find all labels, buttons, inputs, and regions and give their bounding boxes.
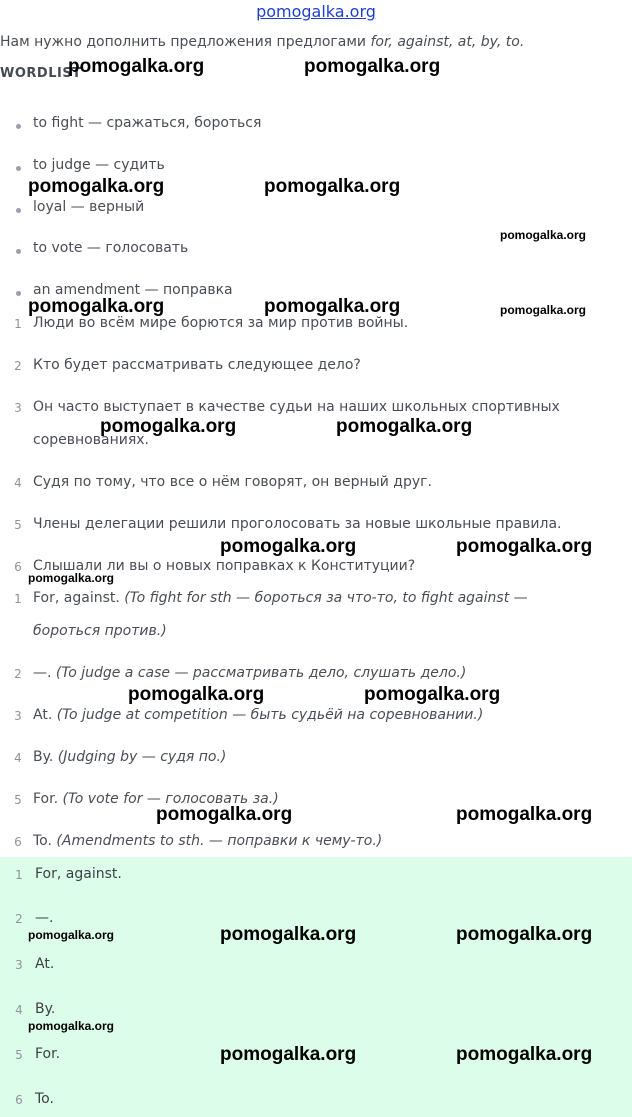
watermark: pomogalka.org [128, 684, 265, 705]
explanation-text-continued [33, 623, 167, 639]
wordlist-item: to fight — сражаться, бороться [33, 115, 262, 131]
question-text: Слышали ли вы о новых поправках к Конституции? [33, 558, 416, 574]
bullet-icon [16, 124, 21, 129]
watermark: pomogalka.org [220, 924, 357, 945]
question-text: Люди во всём мире борются за мир против войны. [33, 315, 409, 331]
watermark: pomogalka.org [500, 303, 587, 317]
watermark: pomogalka.org [156, 804, 293, 825]
question-text: Члены делегации решили проголосовать за новые школьные правила. [33, 516, 562, 532]
watermark: pomogalka.org [28, 296, 165, 317]
final-answer: To. [35, 1091, 54, 1107]
watermark: pomogalka.org [28, 928, 115, 942]
bullet-icon [16, 249, 21, 254]
explanation-text [33, 665, 466, 681]
watermark: pomogalka.org [304, 56, 441, 77]
explanation-answer: To. [33, 833, 52, 849]
explanation-number: 6 [14, 835, 22, 849]
explanation-answer: —. [33, 665, 52, 681]
watermark: pomogalka.org [220, 536, 357, 557]
question-number: 3 [14, 401, 22, 415]
answers-panel [0, 857, 632, 1117]
bullet-icon [16, 291, 21, 296]
wordlist-item: loyal — верный [33, 199, 145, 215]
bullet-icon [16, 208, 21, 213]
answer-number: 5 [15, 1048, 23, 1062]
watermark: pomogalka.org [456, 536, 593, 557]
explanation-number: 2 [14, 667, 22, 681]
watermark: pomogalka.org [28, 176, 165, 197]
intro-prefix: Нам нужно дополнить предложения предлогами [0, 34, 371, 50]
explanation-note: бороться против.) [33, 623, 167, 639]
question-text: Судя по тому, что все о нём говорят, он верный друг. [33, 474, 432, 490]
final-answer: For. [35, 1046, 61, 1062]
wordlist-item: an amendment — поправка [33, 282, 233, 298]
question-number: 1 [14, 317, 22, 331]
question-number: 4 [14, 476, 22, 490]
watermark: pomogalka.org [264, 296, 401, 317]
question-text: Он часто выступает в качестве судьи на наших школьных спортивных [33, 399, 560, 415]
watermark: pomogalka.org [220, 1044, 357, 1065]
question-text: Кто будет рассматривать следующее дело? [33, 357, 361, 373]
intro-prepositions: for, against, at, by, to. [370, 34, 525, 50]
site-header-link[interactable]: pomogalka.org [256, 2, 376, 21]
question-number: 6 [14, 560, 22, 574]
watermark: pomogalka.org [68, 56, 205, 77]
answer-number: 4 [15, 1003, 23, 1017]
answer-number: 2 [15, 912, 23, 926]
watermark: pomogalka.org [100, 416, 237, 437]
answer-number: 3 [15, 958, 23, 972]
explanation-answer: For, against. [33, 590, 120, 606]
final-answer: For, against. [35, 866, 122, 882]
watermark: pomogalka.org [264, 176, 401, 197]
intro-text [0, 34, 524, 50]
wordlist-item: to judge — судить [33, 157, 165, 173]
explanation-text [33, 590, 528, 606]
explanation-note: (To fight for sth — бороться за что-то, to fight against — [124, 590, 528, 606]
question-number: 2 [14, 359, 22, 373]
explanation-answer: At. [33, 707, 53, 723]
watermark: pomogalka.org [28, 571, 115, 585]
wordlist-item: to vote — голосовать [33, 240, 189, 256]
watermark: pomogalka.org [364, 684, 501, 705]
final-answer: By. [35, 1001, 56, 1017]
wordlist-title: WORDLIST [0, 66, 82, 81]
answer-number: 1 [15, 868, 23, 882]
explanation-note: (To vote for — голосовать за.) [62, 791, 279, 807]
watermark: pomogalka.org [28, 1019, 115, 1033]
explanation-text [33, 749, 226, 765]
explanation-number: 4 [14, 751, 22, 765]
question-number: 5 [14, 518, 22, 532]
explanation-number: 3 [14, 709, 22, 723]
explanation-note: (To judge a case — рассматривать дело, слушать дело.) [55, 665, 467, 681]
watermark: pomogalka.org [456, 924, 593, 945]
final-answer: At. [35, 956, 55, 972]
watermark: pomogalka.org [456, 804, 593, 825]
question-text-continued: соревнованиях. [33, 432, 149, 448]
watermark: pomogalka.org [336, 416, 473, 437]
watermark: pomogalka.org [500, 228, 587, 242]
explanation-answer: By. [33, 749, 54, 765]
answer-number: 6 [15, 1093, 23, 1107]
explanation-note: (To judge at competition — быть судьёй на соревновании.) [56, 707, 484, 723]
final-answer: —. [35, 910, 54, 926]
explanation-text [33, 833, 382, 849]
watermark: pomogalka.org [456, 1044, 593, 1065]
explanation-answer: For. [33, 791, 59, 807]
explanation-number: 1 [14, 592, 22, 606]
explanation-text [33, 707, 483, 723]
bullet-icon [16, 166, 21, 171]
explanation-note: (Amendments to sth. — поправки к чему-то.) [56, 833, 383, 849]
explanation-number: 5 [14, 793, 22, 807]
explanation-note: (Judging by — судя по.) [57, 749, 227, 765]
